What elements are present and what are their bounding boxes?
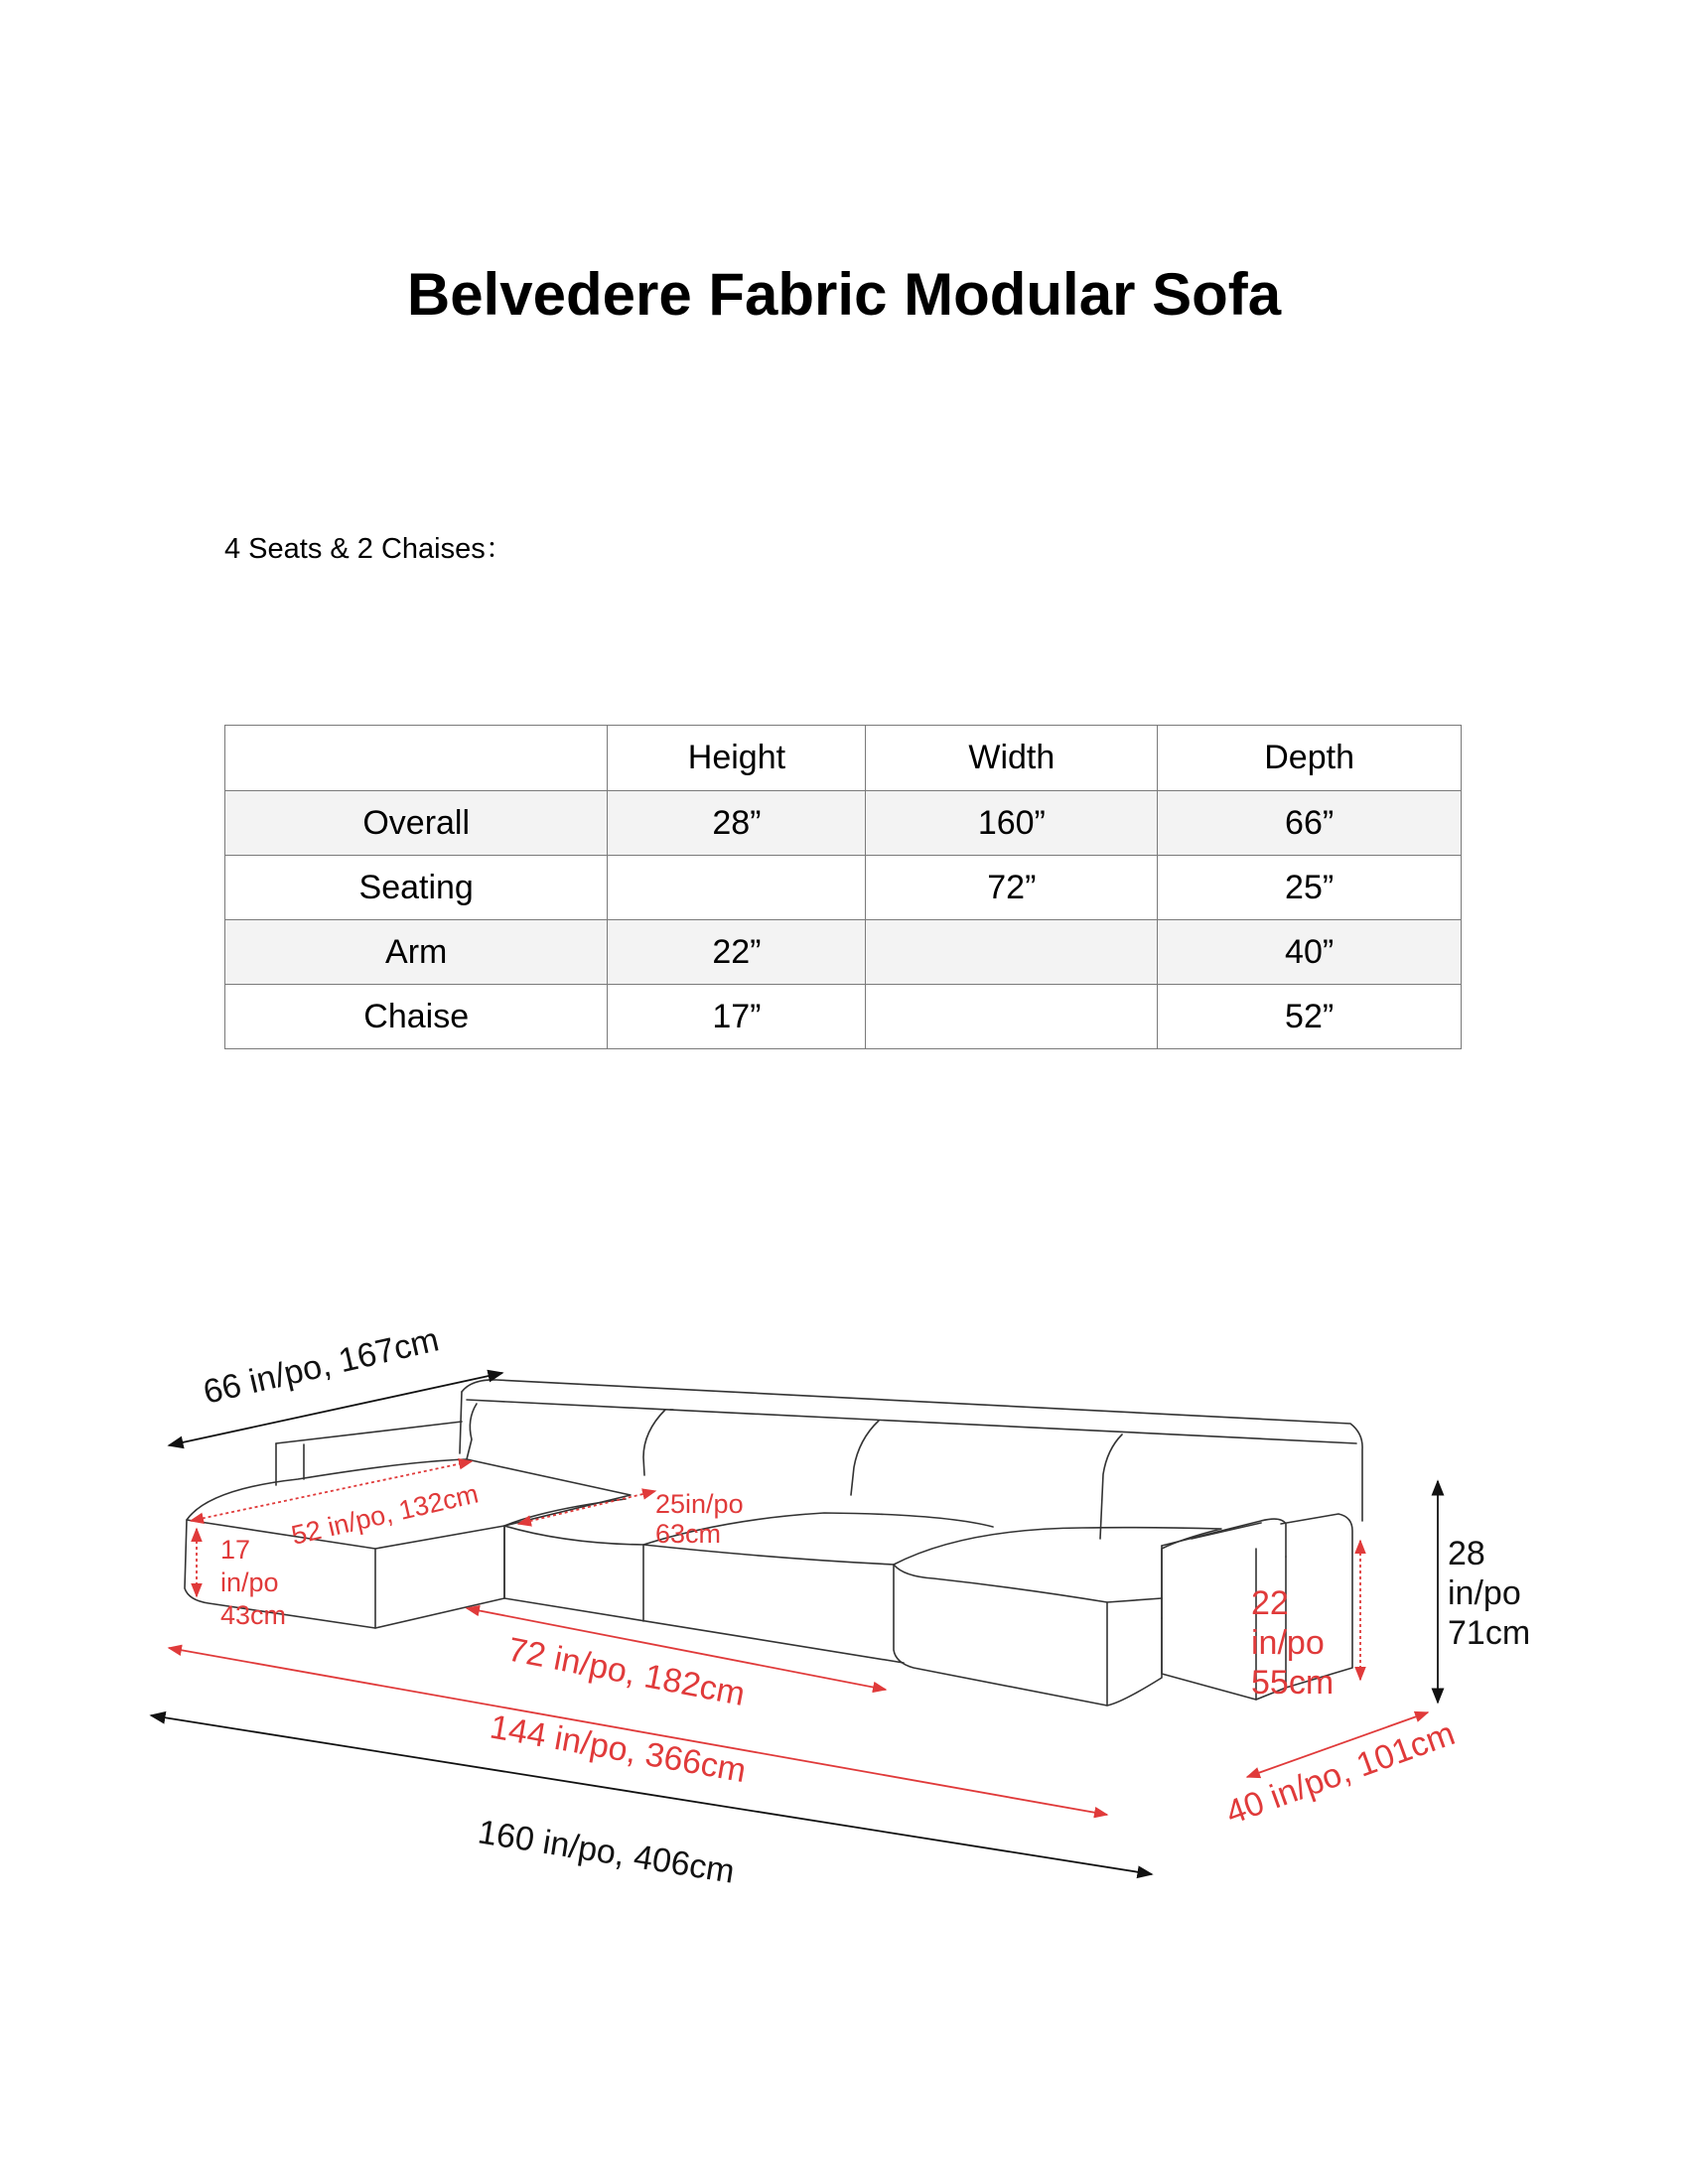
arm-height-cm: 55cm (1251, 1664, 1335, 1702)
header-height: Height (608, 726, 866, 791)
table-header-row (225, 726, 1462, 791)
overall-width-label: 160 in/po, 406cm (475, 1813, 738, 1891)
table-row (225, 985, 1462, 1049)
row-label: Seating (225, 856, 608, 920)
cell-height: 17” (608, 985, 866, 1049)
cell-depth: 52” (1158, 985, 1462, 1049)
seat-depth-in: 25in/po (655, 1489, 744, 1519)
cell-width: 72” (866, 856, 1158, 920)
header-width: Width (866, 726, 1158, 791)
page-title: Belvedere Fabric Modular Sofa (406, 261, 1282, 328)
table-row (225, 856, 1462, 920)
overall-height-unit: in/po (1448, 1574, 1521, 1612)
cell-width (866, 985, 1158, 1049)
depth-overall-label: 66 in/po, 167cm (200, 1320, 443, 1412)
cell-depth: 66” (1158, 791, 1462, 856)
chaise-height-cm: 43cm (220, 1600, 287, 1630)
arm-height-unit: in/po (1251, 1624, 1325, 1662)
configuration-subtitle: 4 Seats & 2 Chaises： (224, 533, 514, 565)
cell-height: 28” (608, 791, 866, 856)
cell-width: 160” (866, 791, 1158, 856)
cell-width (866, 920, 1158, 985)
inner-width-label: 144 in/po, 366cm (487, 1707, 750, 1791)
sofa-dimension-drawing (129, 1310, 1569, 1926)
seat-width-label: 72 in/po, 182cm (504, 1630, 749, 1714)
cell-depth: 40” (1158, 920, 1462, 985)
chaise-height-number: 17 (220, 1535, 251, 1565)
sofa-outline (185, 1380, 1362, 1706)
chaise-height-unit: in/po (220, 1568, 279, 1597)
header-depth: Depth (1158, 726, 1462, 791)
cell-depth: 25” (1158, 856, 1462, 920)
row-label: Arm (225, 920, 608, 985)
row-label: Chaise (225, 985, 608, 1049)
header-blank (225, 726, 608, 791)
table-row (225, 791, 1462, 856)
overall-height-cm: 71cm (1448, 1614, 1531, 1652)
row-label: Overall (225, 791, 608, 856)
seat-depth-arrow (518, 1491, 655, 1524)
overall-height-number: 28 (1448, 1535, 1485, 1572)
arm-depth-label: 40 in/po, 101cm (1220, 1714, 1461, 1833)
cell-height (608, 856, 866, 920)
cell-height: 22” (608, 920, 866, 985)
dimensions-table (224, 725, 1462, 1049)
table-row (225, 920, 1462, 985)
chaise-depth-label: 52 in/po, 132cm (288, 1478, 482, 1551)
seat-depth-cm: 63cm (655, 1519, 722, 1549)
arm-height-number: 22 (1251, 1584, 1289, 1622)
